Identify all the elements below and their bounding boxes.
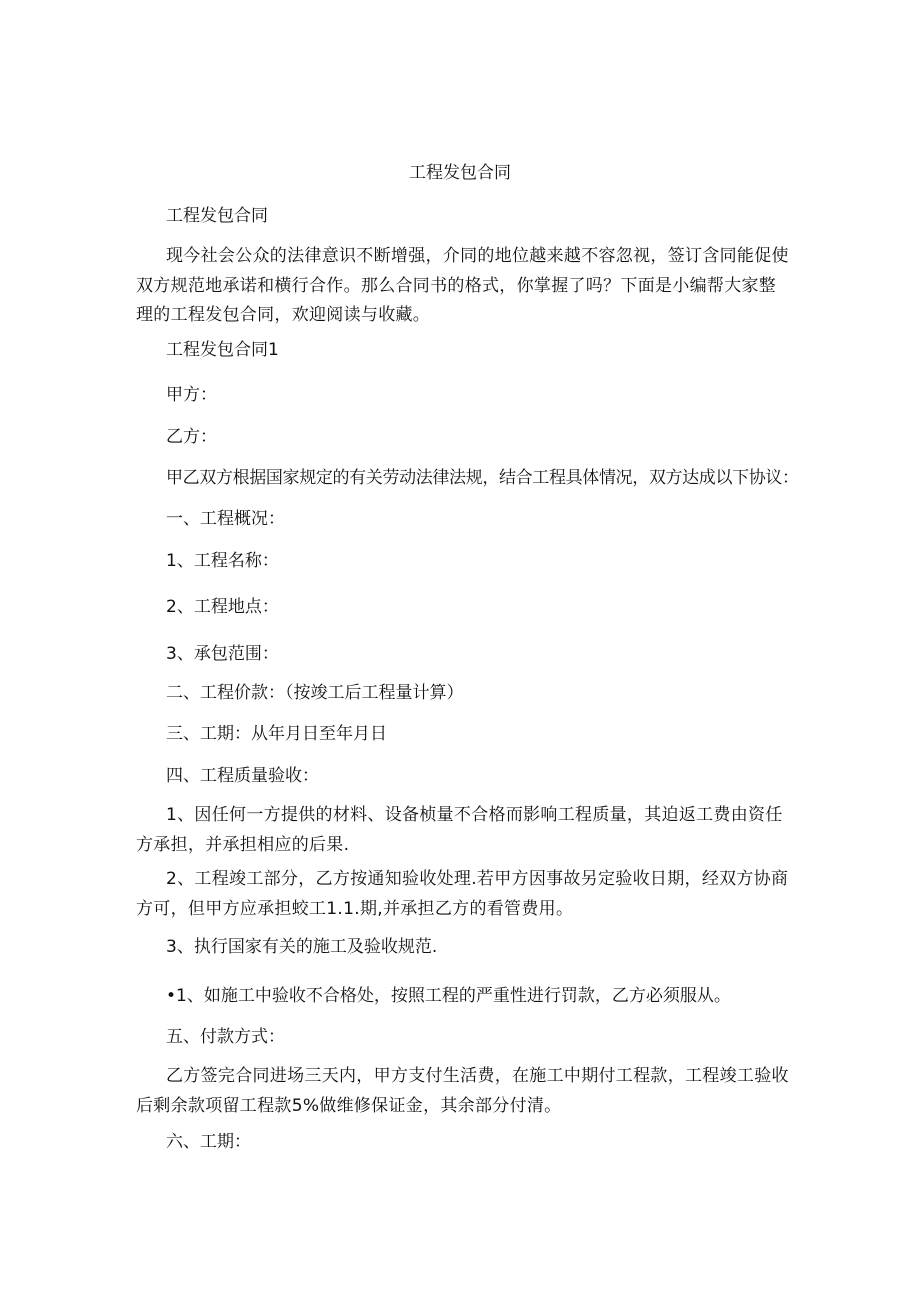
payment-terms: 乙方签完合同进场三天内，甲方支付生活费，在施工中期付工程款，工程竣工验收后剩余款项留工程款5%做维修保证金，其余部分付清。 (136, 1066, 789, 1116)
quality-item-3: 3、执行国家有关的施工及验收规范. (166, 937, 438, 957)
quality-item-2: 2、工程竣工部分，乙方按通知验收处理.若甲方因事故另定验收日期，经双方协商方可，但甲方应承担蛟工1.1.期,并承担乙方的看管费用。 (136, 869, 789, 919)
party-a-label: 甲方： (166, 385, 217, 405)
section-1-heading: 一、工程概况： (166, 509, 285, 529)
project-name-item: 1、工程名称： (166, 551, 279, 571)
intro-paragraph: 现今社会公众的法律意识不断增强，介同的地位越来越不容忽视，签订含同能促使双方规范地承诺和横行合作。那么合同书的格式，你掌握了吗？下面是小编帮大家整理的工程发包合同，欢迎阅读与收藏。 (136, 246, 789, 325)
contract-heading: 工程发包合同1 (166, 340, 279, 360)
section-5-heading: 五、付款方式： (166, 1027, 285, 1047)
document-subtitle: 工程发包合同 (166, 206, 268, 226)
section-3-heading: 三、工期：从年月日至年月日 (166, 724, 387, 744)
section-6-heading: 六、工期： (166, 1132, 251, 1152)
section-2-heading: 二、工程价款：（按竣工后工程量计算） (166, 683, 464, 703)
project-location-item: 2、工程地点： (166, 597, 279, 617)
agreement-statement: 甲乙双方根据国家规定的有关劳动法律法规，结合工程具体情况，双方达成以下协议： (166, 468, 799, 488)
document-title: 工程发包合同 (409, 163, 511, 183)
party-b-label: 乙方： (166, 427, 217, 447)
quality-item-4: •1、如施工中验收不合格处，按照工程的严重性进行罚款，乙方必须服从。 (166, 986, 731, 1006)
quality-item-1: 1、因任何一方提供的材料、设备桢量不合格而影响工程质量，其迫返工费由资任方承担，并承担相应的后果. (136, 805, 783, 855)
contract-scope-item: 3、承包范围： (166, 644, 279, 664)
section-4-heading: 四、工程质量验收： (166, 766, 319, 786)
